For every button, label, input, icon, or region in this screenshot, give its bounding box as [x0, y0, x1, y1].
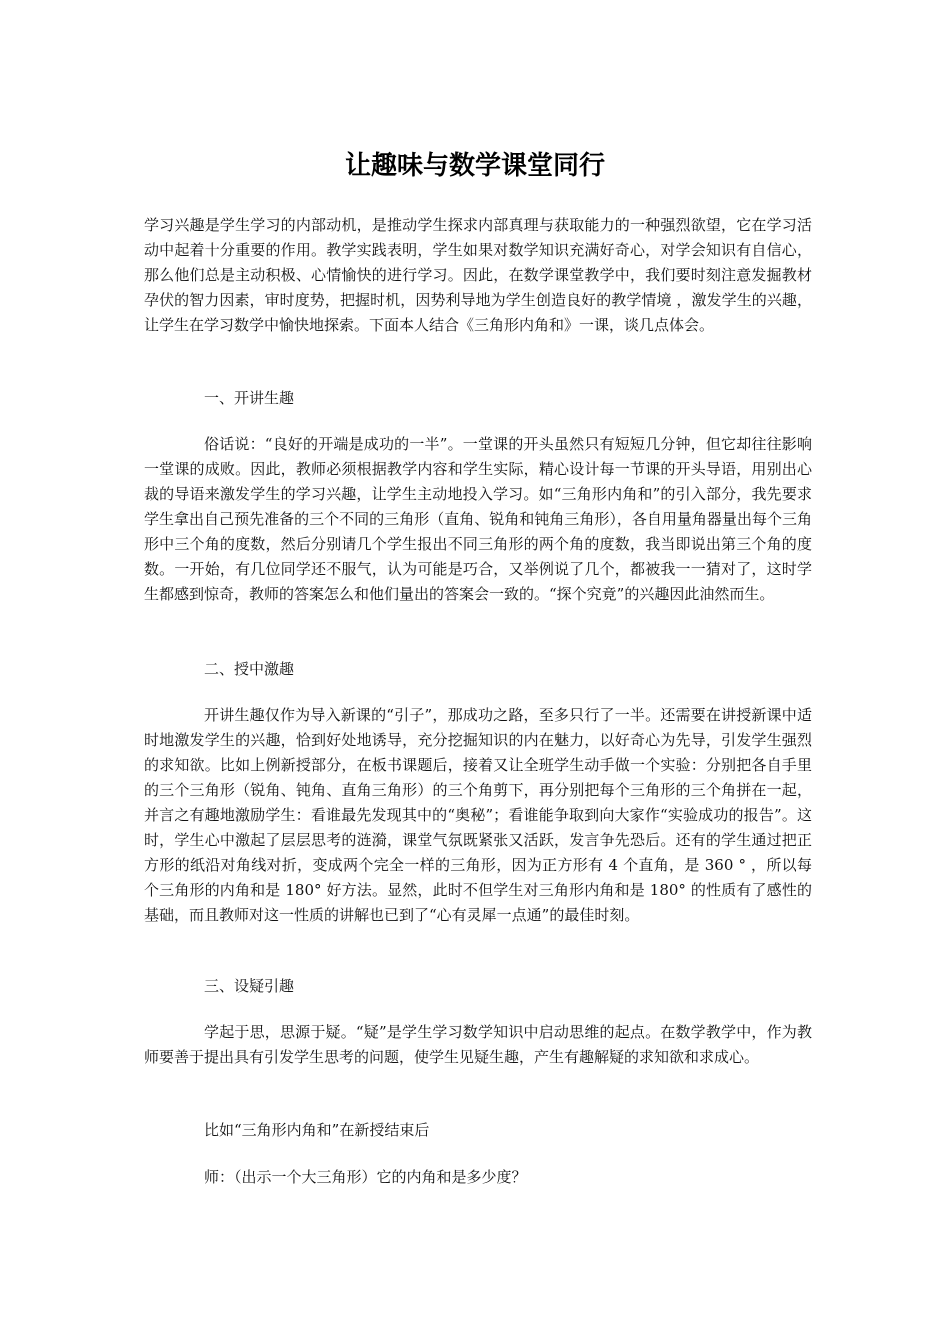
- intro-paragraph: 学习兴趣是学生学习的内部动机，是推动学生探求内部真理与获取能力的一种强烈欲望，它在学习活动中起着十分重要的作用。教学实践表明，学生如果对数学知识充满好奇心，对学会知识有自信心，那么他们总是主动积极、心情愉快的进行学习。因此，在数学课堂教学中，我们要时刻注意发掘教材孕伏的智力因素，审时度势，把握时机，因势利导地为学生创造良好的教学情境 ，激发学生的兴趣，让学生在学习数学中愉快地探索。下面本人结合《三角形内角和》一课，谈几点体会。: [144, 216, 812, 334]
- section-paragraph-1: 俗话说：“良好的开端是成功的一半”。一堂课的开头虽然只有短短几分钟，但它却往往影响一堂课的成败。因此，教师必须根据教学内容和学生实际，精心设计每一节课的开头导语，用别出心裁的导语来激发学生的学习兴趣，让学生主动地投入学习。如“三角形内角和”的引入部分，我先要求学生拿出自己预先准备的三个不同的三角形（直角、锐角和钝角三角形），各自用量角器量出每个三角形中三个角的度数，然后分别请几个学生报出不同三角形的两个角的度数，我当即说出第三个角的度数。一开始，有几位同学还不服气，认为可能是巧合，又举例说了几个，都被我一一猜对了，这时学生都感到惊奇，教师的答案怎么和他们量出的答案会一致的。“探个究竟”的兴趣因此油然而生。: [144, 435, 812, 603]
- section-heading-2: 二、授中激趣: [204, 660, 295, 678]
- document-title: 让趣味与数学课堂同行: [344, 151, 605, 181]
- teacher-question-line: 师：（出示一个大三角形）它的内角和是多少度？: [204, 1168, 527, 1186]
- section-paragraph-3: 学起于思，思源于疑。“疑”是学生学习数学知识中启动思维的起点。在数学教学中，作为教师要善于提出具有引发学生思考的问题，使学生见疑生趣，产生有趣解疑的求知欲和求成心。: [144, 1023, 812, 1066]
- section-heading-3: 三、设疑引趣: [204, 977, 295, 995]
- section-heading-1: 一、开讲生趣: [204, 389, 295, 407]
- section-paragraph-2: 开讲生趣仅作为导入新课的“引子”，那成功之路，至多只行了一半。还需要在讲授新课中适时地激发学生的兴趣，恰到好处地诱导，充分挖掘知识的内在魅力，以好奇心为先导，引发学生强烈的求知欲。比如上例新授部分，在板书课题后，接着又让全班学生动手做一个实验：分别把各自手里的三个三角形（锐角、钝角、直角三角形）的三个角剪下，再分别把每个三角形的三个角拼在一起，并言之有趣地激励学生：看谁最先发现其中的“奥秘”；看谁能争取到向大家作“实验成功的报告”。这时，学生心中激起了层层思考的涟漪，课堂气氛既紧张又活跃，发言争先恐后。还有的学生通过把正方形的纸沿对角线对折，变成两个完全一样的三角形，因为正方形有 4 个直角，是 360 ° ，所以每个三角形的内角和是 180° 好方法。显然，此时不但学生对三角形内角和是 180° 的性质有了感性的基础，而且教师对这一性质的讲解也已到了“心有灵犀一点通”的最佳时刻。: [144, 706, 812, 924]
- example-intro-line: 比如“三角形内角和”在新授结束后: [204, 1121, 430, 1139]
